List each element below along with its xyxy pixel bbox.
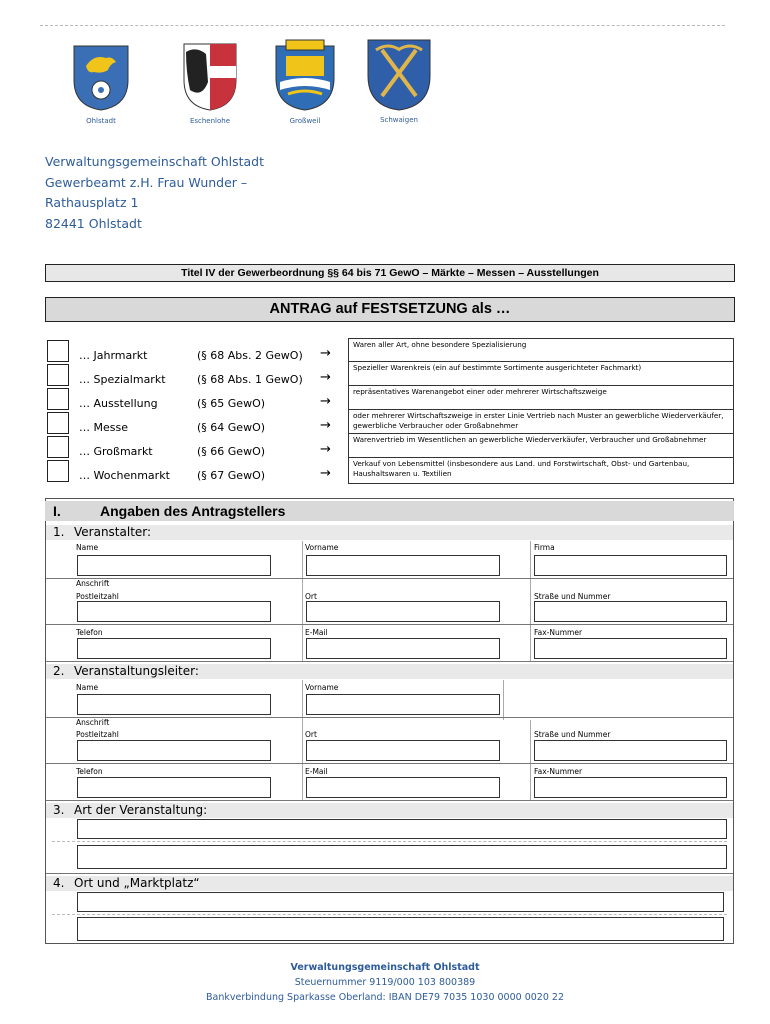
heading-number: 1.	[53, 525, 65, 539]
anschrift-label: Anschrift	[76, 579, 110, 588]
leiter-name-input[interactable]	[77, 694, 271, 715]
type-description: Verkauf von Lebensmittel (insbesondere aus Land. und Forstwirtschaft, Obst- und Gartenbau, Haushaltswaren u. Textilien	[348, 458, 734, 484]
leiter-email-input[interactable]	[306, 777, 500, 798]
law-title-bar: Titel IV der Gewerbeordnung §§ 64 bis 71 GewO – Märkte – Messen – Ausstellungen	[45, 264, 735, 282]
footer-tax: Steuernummer 9119/000 103 800389	[294, 977, 476, 988]
eschenlohe-crest-icon	[182, 42, 238, 112]
heading-number: 3.	[53, 803, 65, 817]
email-label: E-Mail	[305, 628, 328, 637]
leiter-vorname-input[interactable]	[306, 694, 500, 715]
grossweil-crest-icon	[274, 38, 336, 112]
type-law: (§ 67 GewO)	[197, 469, 266, 482]
leiter-plz-input[interactable]	[77, 740, 271, 761]
telefon-label: Telefon	[76, 628, 103, 637]
type-name: … Großmarkt	[79, 445, 153, 458]
ausstellung-checkbox[interactable]	[47, 388, 69, 410]
column-divider	[503, 680, 504, 720]
veranstalter-firma-input[interactable]	[534, 555, 727, 576]
name-label: Name	[76, 543, 99, 552]
address-line: Verwaltungsgemeinschaft Ohlstadt	[45, 154, 265, 169]
veranstalter-strasse-input[interactable]	[534, 601, 727, 622]
dashed-divider	[52, 841, 727, 842]
heading-text: Veranstaltungsleiter:	[74, 664, 199, 678]
type-row-spezialmarkt	[45, 364, 348, 387]
type-name: … Spezialmarkt	[79, 373, 166, 386]
plz-label: Postleitzahl	[76, 592, 119, 601]
heading-text: Veranstalter:	[74, 525, 152, 539]
crest-label: Eschenlohe	[189, 117, 231, 125]
spezialmarkt-checkbox[interactable]	[47, 364, 69, 386]
dashed-divider	[52, 914, 727, 915]
type-law: (§ 64 GewO)	[197, 421, 266, 434]
type-row-wochenmarkt	[45, 460, 348, 483]
veranstalter-ort-input[interactable]	[306, 601, 500, 622]
crest-label: Großweil	[289, 117, 321, 125]
ort-label: Ort	[305, 592, 317, 601]
art-input-line2[interactable]	[77, 845, 727, 869]
row-divider	[46, 578, 733, 579]
row-divider	[46, 661, 733, 662]
strasse-label: Straße und Nummer	[534, 730, 611, 739]
footer-bank: Bankverbindung Sparkasse Oberland: IBAN DE79 7035 1030 0000 0020 22	[206, 992, 564, 1003]
address-line: 82441 Ohlstadt	[45, 215, 142, 231]
ohlstadt-crest-icon	[72, 44, 130, 112]
type-description: Warenvertrieb im Wesentlichen an gewerbliche Wiederverkäufer, Verbraucher und Großabnehmer	[348, 434, 734, 458]
crest-label: Ohlstadt	[86, 117, 116, 125]
name-label: Name	[76, 683, 99, 692]
crest-label: Schwaigen	[380, 116, 418, 124]
veranstalter-fax-input[interactable]	[534, 638, 727, 659]
type-description: repräsentatives Warenangebot einer oder mehrerer Wirtschaftszweige	[348, 386, 734, 410]
row-divider	[46, 624, 733, 625]
ort-platz-input-line1[interactable]	[77, 892, 724, 912]
type-name: … Wochenmarkt	[79, 469, 170, 482]
anschrift-label: Anschrift	[76, 718, 110, 727]
column-divider	[530, 541, 531, 661]
wochenmarkt-checkbox[interactable]	[47, 460, 69, 482]
type-law: (§ 68 Abs. 1 GewO)	[197, 373, 303, 386]
leiter-fax-input[interactable]	[534, 777, 727, 798]
art-heading	[46, 803, 733, 818]
arrow-right-icon: →	[320, 394, 331, 409]
grossmarkt-checkbox[interactable]	[47, 436, 69, 458]
section-title: Angaben des Antragstellers	[100, 503, 286, 519]
type-law: (§ 66 GewO)	[197, 445, 266, 458]
arrow-right-icon: →	[320, 370, 331, 385]
top-divider	[40, 25, 725, 26]
plz-label: Postleitzahl	[76, 730, 119, 739]
veranstalter-telefon-input[interactable]	[77, 638, 271, 659]
row-divider	[46, 717, 733, 718]
email-label: E-Mail	[305, 767, 328, 776]
arrow-right-icon: →	[320, 442, 331, 457]
type-description: Spezieller Warenkreis (ein auf bestimmte Sortimente ausgerichteter Fachmarkt)	[348, 362, 734, 386]
fax-label: Fax-Nummer	[534, 767, 583, 776]
row-divider	[46, 763, 733, 764]
leiter-ort-input[interactable]	[306, 740, 500, 761]
telefon-label: Telefon	[76, 767, 103, 776]
type-law: (§ 68 Abs. 2 GewO)	[197, 349, 303, 362]
address-line: Rathausplatz 1	[45, 195, 139, 210]
type-description: oder mehrerer Wirtschaftszweige in erster Linie Vertrieb nach Muster an gewerbliche Wiederverkäufer, gewerbliche Verbraucher oder Großabnehmer	[348, 410, 734, 434]
ort-platz-input-line2[interactable]	[77, 917, 724, 941]
type-row-ausstellung	[45, 388, 348, 411]
recipient-address	[45, 152, 264, 234]
row-divider	[46, 873, 733, 874]
veranstalter-vorname-input[interactable]	[306, 555, 500, 576]
ort-label: Ort	[305, 730, 317, 739]
arrow-right-icon: →	[320, 418, 331, 433]
heading-number: 4.	[53, 876, 65, 890]
section-number: I.	[53, 503, 61, 519]
heading-number: 2.	[53, 664, 65, 678]
type-law: (§ 65 GewO)	[197, 397, 266, 410]
messe-checkbox[interactable]	[47, 412, 69, 434]
type-name: … Ausstellung	[79, 397, 158, 410]
column-divider	[530, 720, 531, 800]
type-name: … Messe	[79, 421, 128, 434]
firma-label: Firma	[534, 543, 555, 552]
type-description: Waren aller Art, ohne besondere Spezialisierung	[348, 338, 734, 362]
column-divider	[302, 680, 303, 800]
strasse-label: Straße und Nummer	[534, 592, 611, 601]
antrag-title: ANTRAG auf FESTSETZUNG als …	[45, 297, 735, 322]
type-row-grossmarkt	[45, 436, 348, 459]
heading-text: Art der Veranstaltung:	[74, 803, 208, 817]
art-input-line1[interactable]	[77, 819, 727, 839]
heading-text: Ort und „Marktplatz“	[74, 876, 200, 890]
section-heading	[45, 501, 734, 521]
veranstalter-name-input[interactable]	[77, 555, 271, 576]
footer-org: Verwaltungsgemeinschaft Ohlstadt	[290, 962, 480, 973]
veranstalter-plz-input[interactable]	[77, 601, 271, 622]
schwaigen-crest-icon	[366, 38, 432, 112]
jahrmarkt-checkbox[interactable]	[47, 340, 69, 362]
column-divider	[302, 541, 303, 661]
veranstalter-heading	[46, 525, 733, 540]
row-divider	[46, 800, 733, 801]
vorname-label: Vorname	[305, 683, 339, 692]
arrow-right-icon: →	[320, 346, 331, 361]
leiter-telefon-input[interactable]	[77, 777, 271, 798]
leiter-heading	[46, 664, 733, 679]
address-line: Gewerbeamt z.H. Frau Wunder –	[45, 174, 248, 190]
type-row-jahrmarkt	[45, 340, 348, 363]
type-name: … Jahrmarkt	[79, 349, 148, 362]
arrow-right-icon: →	[320, 466, 331, 481]
ort-platz-heading	[46, 876, 733, 891]
leiter-strasse-input[interactable]	[534, 740, 727, 761]
type-row-messe	[45, 412, 348, 435]
vorname-label: Vorname	[305, 543, 339, 552]
veranstalter-email-input[interactable]	[306, 638, 500, 659]
fax-label: Fax-Nummer	[534, 628, 583, 637]
